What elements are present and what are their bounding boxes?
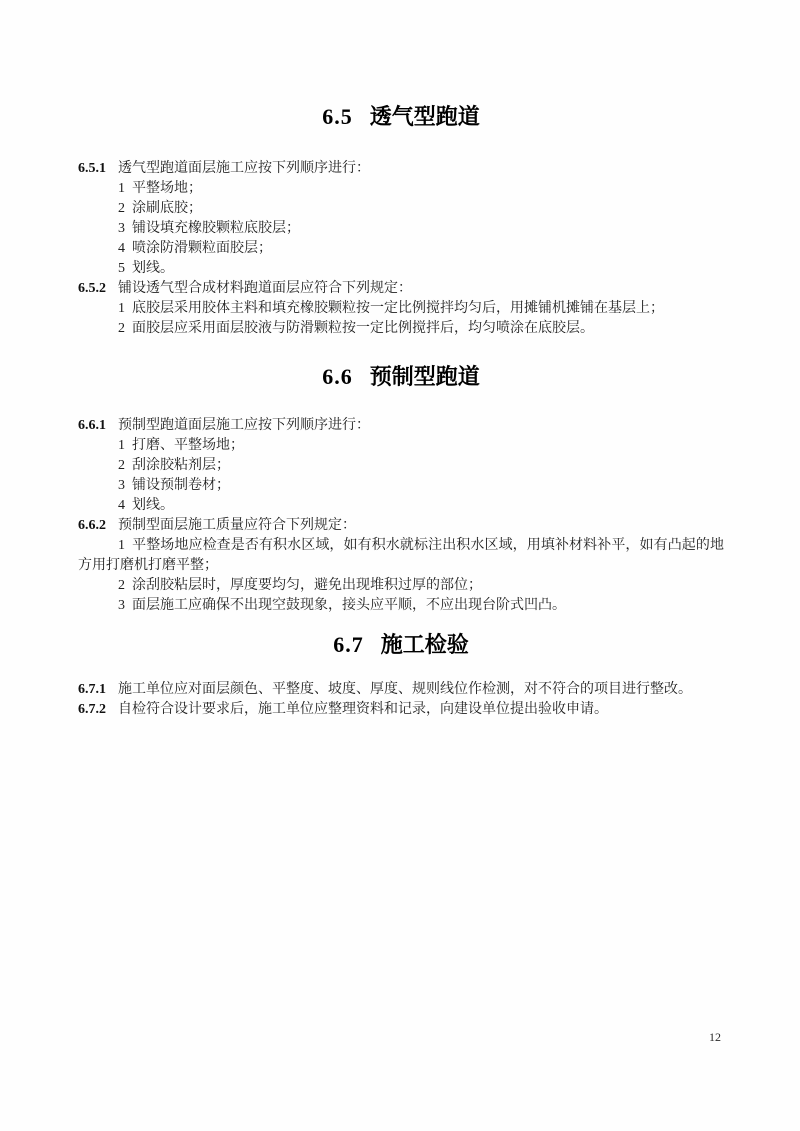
list-item: 4 划线。 [118, 498, 174, 513]
section-number: 6.5 [322, 104, 353, 129]
clause-number: 6.5.2 [78, 281, 106, 296]
clause-6-5-1 [78, 159, 724, 179]
list-item: 2 面胶层应采用面层胶液与防滑颗粒按一定比例搅拌后，均匀喷涂在底胶层。 [118, 321, 594, 336]
list-item: 3 面层施工应确保不出现空鼓现象，接头应平顺，不应出现台阶式凹凸。 [118, 598, 566, 613]
list-item: 1 平整场地应检查是否有积水区域，如有积水就标注出积水区域，用填补材料补平，如有凸起的地方用打磨机打磨平整； [78, 538, 724, 573]
section-6-6 [78, 362, 724, 616]
list-item: 1 平整场地； [118, 181, 202, 196]
clause-6-6-2 [78, 516, 724, 536]
list-item: 5 划线。 [118, 261, 174, 276]
clause-6-7-2 [78, 700, 724, 720]
page-number: 12 [709, 1030, 721, 1044]
clause-text: 铺设透气型合成材料跑道面层应符合下列规定： [118, 281, 412, 296]
section-title: 透气型跑道 [369, 104, 480, 129]
clause-number: 6.6.2 [78, 518, 106, 533]
section-6-5 [78, 102, 724, 339]
section-number: 6.7 [333, 632, 364, 657]
list-item: 2 涂刷底胶； [118, 201, 202, 216]
list-item: 2 涂刮胶粘层时，厚度要均匀，避免出现堆积过厚的部位； [118, 578, 482, 593]
list-item: 1 打磨、平整场地； [118, 438, 244, 453]
clause-text: 预制型跑道面层施工应按下列顺序进行： [118, 418, 370, 433]
list-item: 3 铺设预制卷材； [118, 478, 230, 493]
section-heading [78, 362, 724, 392]
clause-text: 预制型面层施工质量应符合下列规定： [118, 518, 356, 533]
list-item: 3 铺设填充橡胶颗粒底胶层； [118, 221, 300, 236]
clause-number: 6.6.1 [78, 418, 106, 433]
clause-6-6-1 [78, 416, 724, 436]
clause-number: 6.7.1 [78, 682, 106, 697]
list-item: 1 底胶层采用胶体主料和填充橡胶颗粒按一定比例搅拌均匀后，用摊铺机摊铺在基层上； [118, 301, 664, 316]
section-title: 预制型跑道 [369, 364, 480, 389]
section-number: 6.6 [322, 364, 353, 389]
clause-text: 自检符合设计要求后，施工单位应整理资料和记录，向建设单位提出验收申请。 [118, 702, 608, 717]
section-heading [78, 630, 724, 660]
clause-6-5-2 [78, 279, 724, 299]
section-heading [78, 102, 724, 132]
list-item: 4 喷涂防滑颗粒面胶层； [118, 241, 272, 256]
section-6-7 [78, 630, 724, 720]
section-title: 施工检验 [380, 632, 469, 657]
list-item: 2 刮涂胶粘剂层； [118, 458, 230, 473]
clause-6-7-1 [78, 680, 724, 700]
clause-number: 6.7.2 [78, 702, 106, 717]
clause-text: 施工单位应对面层颜色、平整度、坡度、厚度、规则线位作检测，对不符合的项目进行整改。 [118, 682, 692, 697]
clause-text: 透气型跑道面层施工应按下列顺序进行： [118, 161, 370, 176]
clause-number: 6.5.1 [78, 161, 106, 176]
